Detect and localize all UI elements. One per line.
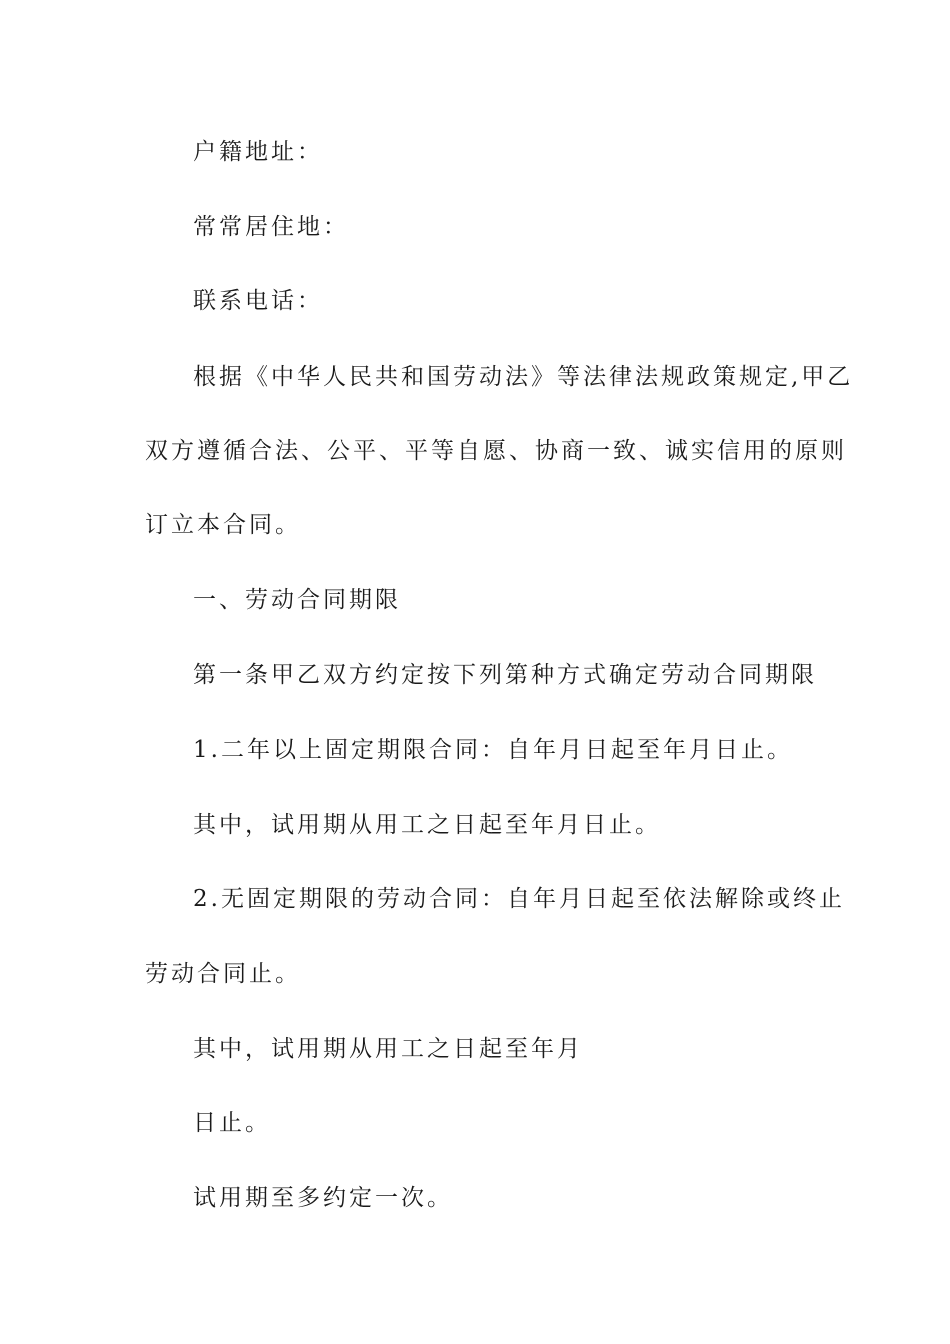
text-line-article-1: 第一条甲乙双方约定按下列第种方式确定劳动合同期限 [193, 662, 817, 688]
text-line-household-address: 户籍地址： [193, 139, 323, 165]
text-line-probation-1: 其中，试用期从用工之日起至年月日止。 [193, 812, 661, 838]
text-line-phone: 联系电话： [193, 288, 323, 314]
text-line-residence: 常常居住地： [193, 214, 349, 240]
text-line-basis-2: 双方遵循合法、公平、平等自愿、协商一致、诚实信用的原则 [145, 438, 847, 464]
text-line-item-1: 1.二年以上固定期限合同：自年月日起至年月日止。 [193, 737, 793, 763]
text-line-probation-2: 其中，试用期从用工之日起至年月 [193, 1036, 583, 1062]
text-line-probation-limit: 试用期至多约定一次。 [193, 1185, 453, 1211]
text-line-item-2: 2.无固定期限的劳动合同：自年月日起至依法解除或终止 [193, 886, 845, 912]
text-line-basis-1: 根据《中华人民共和国劳动法》等法律法规政策规定,甲乙 [193, 364, 854, 390]
text-line-probation-2-cont: 日止。 [193, 1110, 271, 1136]
text-line-basis-3: 订立本合同。 [145, 512, 301, 538]
section-heading-contract-term: 一、劳动合同期限 [193, 587, 401, 613]
text-line-item-2-cont: 劳动合同止。 [145, 961, 301, 987]
